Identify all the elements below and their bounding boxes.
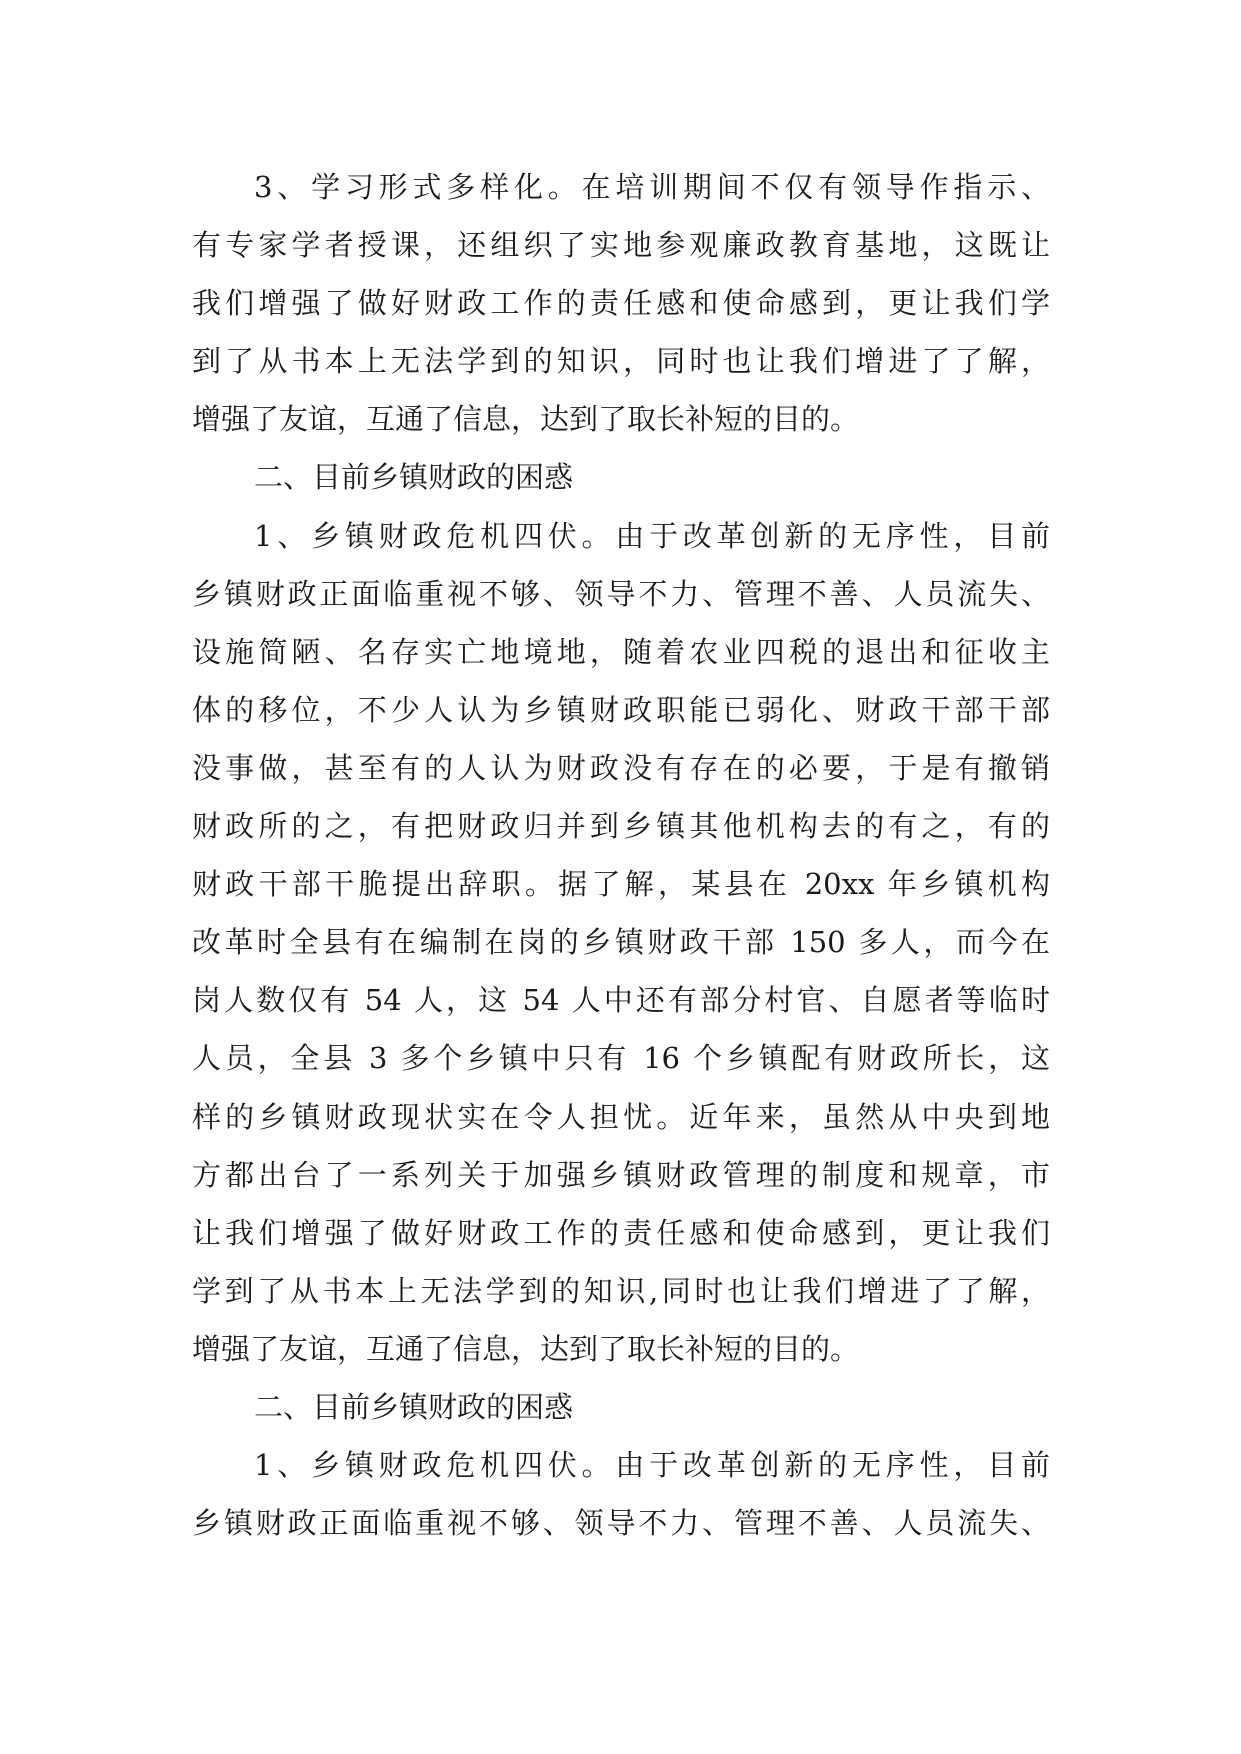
text-line: 1、乡镇财政危机四伏。由于改革创新的无序性，目前	[254, 1448, 1050, 1483]
text-line: 增强了友谊，互通了信息，达到了取长补短的目的。	[192, 402, 860, 437]
text-line: 乡镇财政正面临重视不够、领导不力、管理不善、人员流失、	[192, 576, 1050, 611]
text-line: 方都出台了一系列关于加强乡镇财政管理的制度和规章，市	[192, 1157, 1050, 1192]
text-line: 有专家学者授课，还组织了实地参观廉政教育基地，这既让	[192, 228, 1050, 263]
text-line: 财政干部干脆提出辞职。据了解，某县在 20xx 年乡镇机构	[192, 867, 1050, 902]
text-line: 学到了从书本上无法学到的知识,同时也让我们增进了了解，	[192, 1273, 1050, 1308]
text-line: 样的乡镇财政现状实在令人担忧。近年来，虽然从中央到地	[192, 1099, 1050, 1134]
section-heading: 二、目前乡镇财政的困惑	[254, 460, 574, 495]
document-body	[192, 158, 1050, 1552]
text-line: 财政所的之，有把财政归并到乡镇其他机构去的有之，有的	[192, 809, 1050, 844]
text-line: 我们增强了做好财政工作的责任感和使命感到，更让我们学	[192, 286, 1050, 321]
text-line: 增强了友谊，互通了信息，达到了取长补短的目的。	[192, 1331, 860, 1366]
text-line: 1、乡镇财政危机四伏。由于改革创新的无序性，目前	[254, 518, 1050, 553]
text-line: 人员，全县 3 多个乡镇中只有 16 个乡镇配有财政所长，这	[192, 1041, 1050, 1076]
text-line: 乡镇财政正面临重视不够、领导不力、管理不善、人员流失、	[192, 1506, 1050, 1541]
text-line: 改革时全县有在编制在岗的乡镇财政干部 150 多人，而今在	[192, 925, 1050, 960]
text-line: 没事做，甚至有的人认为财政没有存在的必要，于是有撤销	[192, 750, 1050, 785]
text-line: 体的移位，不少人认为乡镇财政职能已弱化、财政干部干部	[192, 692, 1050, 727]
text-line: 岗人数仅有 54 人，这 54 人中还有部分村官、自愿者等临时	[192, 983, 1050, 1018]
text-line: 让我们增强了做好财政工作的责任感和使命感到，更让我们	[192, 1215, 1050, 1250]
section-heading: 二、目前乡镇财政的困惑	[254, 1389, 574, 1424]
text-line: 设施简陋、名存实亡地境地，随着农业四税的退出和征收主	[192, 634, 1050, 669]
text-line: 到了从书本上无法学到的知识，同时也让我们增进了了解，	[192, 344, 1050, 379]
text-line: 3、学习形式多样化。在培训期间不仅有领导作指示、	[254, 170, 1050, 204]
